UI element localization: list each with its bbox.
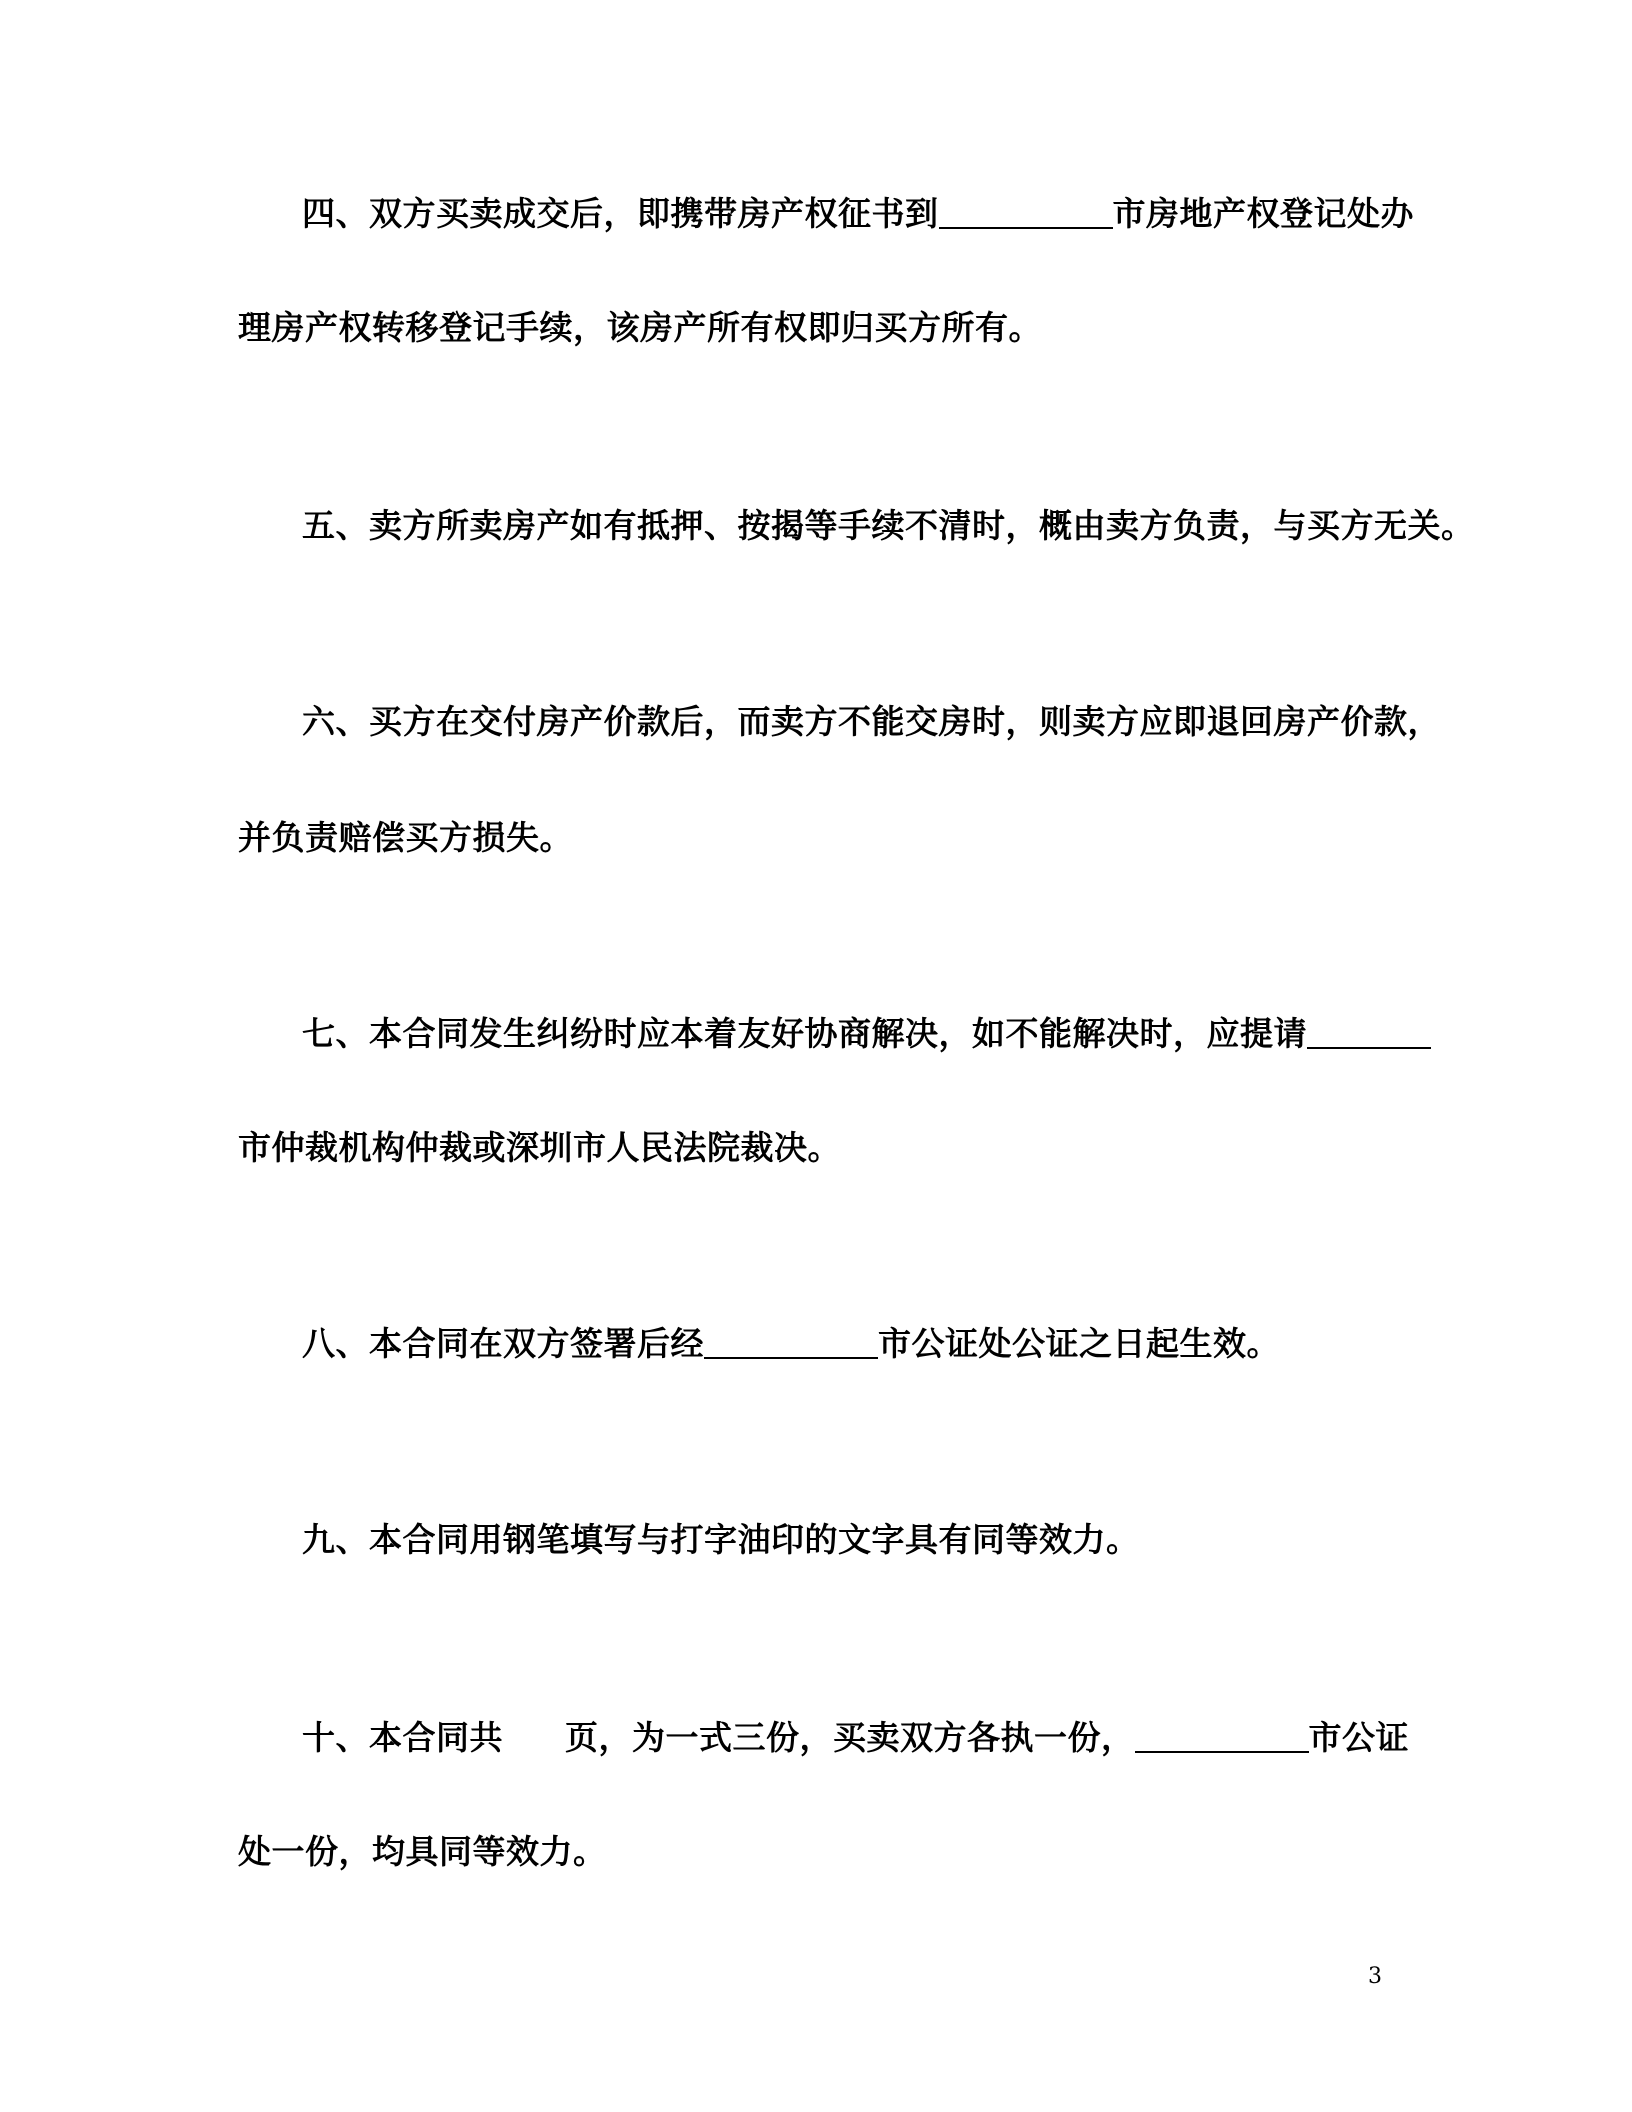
clause-5-text: 五、卖方所卖房产如有抵押、按揭等手续不清时，概由卖方负责，与买方无关。 — [302, 506, 1475, 545]
blank-city-registration — [939, 193, 1113, 229]
clause-4-line-2 — [238, 306, 1042, 350]
clause-7-line-2 — [238, 1126, 841, 1170]
clause-9-text: 九、本合同用钢笔填写与打字油印的文字具有同等效力。 — [302, 1520, 1140, 1559]
clause-7-text-a: 七、本合同发生纠纷时应本着友好协商解决，如不能解决时，应提请 — [302, 1014, 1307, 1053]
clause-6-text-b: 并负责赔偿买方损失。 — [238, 818, 573, 857]
clause-10-text-c: 市公证 — [1308, 1718, 1409, 1757]
blank-city-notary-copy — [1135, 1717, 1309, 1753]
clause-4-line-1 — [302, 192, 1414, 236]
clause-4-text-c: 理房产权转移登记手续，该房产所有权即归买方所有。 — [238, 308, 1042, 347]
clause-8-text-a: 八、本合同在双方签署后经 — [302, 1324, 704, 1363]
clause-10-text-b: 页，为一式三份，买卖双方各执一份， — [565, 1718, 1135, 1757]
blank-city-arbitration — [1307, 1013, 1431, 1049]
blank-city-notary — [704, 1323, 878, 1359]
clause-10-line-1 — [302, 1716, 1409, 1760]
clause-5-line-1 — [302, 504, 1475, 548]
clause-6-line-2 — [238, 816, 573, 860]
clause-8-text-b: 市公证处公证之日起生效。 — [878, 1324, 1280, 1363]
clause-4-text-b: 市房地产权登记处办 — [1112, 194, 1414, 233]
clause-9-line-1 — [302, 1518, 1140, 1562]
clause-4-text-a: 四、双方买卖成交后，即携带房产权征书到 — [302, 194, 939, 233]
clause-8-line-1 — [302, 1322, 1280, 1366]
clause-6-text-a: 六、买方在交付房产价款后，而卖方不能交房时，则卖方应即退回房产价款， — [302, 702, 1441, 741]
clause-10-text-d: 处一份，均具同等效力。 — [238, 1832, 607, 1871]
clause-10-line-2 — [238, 1830, 607, 1874]
clause-7-line-1 — [302, 1012, 1431, 1056]
clause-7-text-b: 市仲裁机构仲裁或深圳市人民法院裁决。 — [238, 1128, 841, 1167]
clause-10-text-a: 十、本合同共 — [302, 1718, 503, 1757]
clause-6-line-1 — [302, 700, 1441, 744]
page-number: 3 — [1368, 1964, 1382, 1989]
